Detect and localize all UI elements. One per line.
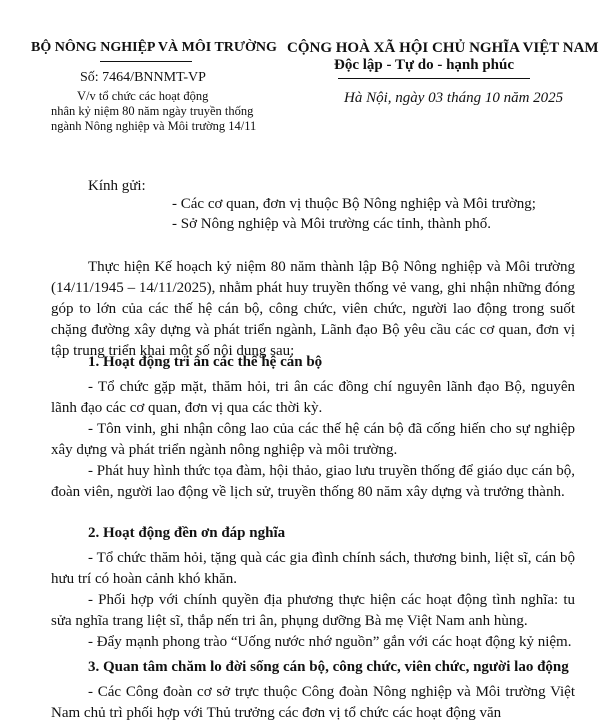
motto-underline — [338, 78, 530, 79]
section-item: - Phối hợp với chính quyền địa phương thực hiện các hoạt động tình nghĩa: tu sửa nghĩa trang liệt sĩ, thắp nến tri ân, phụng dưỡng Bà mẹ Việt Nam anh hùng. — [51, 592, 575, 629]
section-heading: 3. Quan tâm chăm lo đời sống cán bộ, công chức, viên chức, người lao động — [88, 659, 569, 675]
section-item: - Đẩy mạnh phong trào “Uống nước nhớ nguồn” gắn với các hoạt động kỷ niệm. — [88, 634, 572, 650]
section-heading: 2. Hoạt động đền ơn đáp nghĩa — [88, 525, 286, 541]
recipients-label: Kính gửi: — [88, 178, 146, 194]
section-item: - Tôn vinh, ghi nhận công lao của các thế hệ cán bộ đã cống hiến cho sự nghiệp xây dựng và phát triển ngành nông nghiệp và môi trường. — [51, 421, 575, 458]
section-heading: 1. Hoạt động tri ân các thế hệ cán bộ — [88, 354, 323, 370]
intro-text: Thực hiện Kế hoạch kỷ niệm 80 năm thành lập Bộ Nông nghiệp và Môi trường (14/11/1945 – 14/11/2025), nhằm phát huy truyền thống vẻ vang, ghi nhận những đóng góp to lớn của các thế hệ cán bộ, công chức, viên chức, người lao động trong suốt chặng đường xây dựng và phát triển ngành, Lãnh đạo Bộ yêu cầu các cơ quan, đơn vị tập trung triển khai một số nội dung sau: — [51, 259, 575, 359]
subject-line-1: V/v tổ chức các hoạt động — [77, 89, 209, 103]
recipient-item: - Các cơ quan, đơn vị thuộc Bộ Nông nghiệp và Môi trường; — [172, 196, 536, 212]
recipient-item: - Sở Nông nghiệp và Môi trường các tỉnh, thành phố. — [172, 216, 491, 232]
intro-paragraph — [51, 257, 575, 362]
section-item: - Tổ chức gặp mặt, thăm hỏi, tri ân các đồng chí nguyên lãnh đạo Bộ, nguyên lãnh đạo các cơ quan, đơn vị qua các thời kỳ. — [51, 379, 575, 416]
place-date: Hà Nội, ngày 03 tháng 10 năm 2025 — [344, 90, 564, 106]
national-motto: Độc lập - Tự do - hạnh phúc — [334, 57, 515, 73]
ministry-name: BỘ NÔNG NGHIỆP VÀ MÔI TRƯỜNG — [31, 40, 277, 55]
national-title: CỘNG HOÀ XÃ HỘI CHỦ NGHĨA VIỆT NAM — [287, 40, 599, 56]
section-item: - Phát huy hình thức tọa đàm, hội thảo, giao lưu truyền thống để giáo dục cán bộ, đoàn viên, người lao động về lịch sử, truyền thống 80 năm xây dựng và trưởng thành. — [51, 463, 575, 500]
ministry-underline — [100, 61, 192, 62]
subject-line-3: ngành Nông nghiệp và Môi trường 14/11 — [51, 119, 257, 133]
section-item: - Tổ chức thăm hỏi, tặng quà các gia đình chính sách, thương binh, liệt sĩ, cán bộ hưu trí có hoàn cảnh khó khăn. — [51, 550, 575, 587]
section-item: - Các Công đoàn cơ sở trực thuộc Công đoàn Nông nghiệp và Môi trường Việt Nam chủ trì phối hợp với Thủ trưởng các đơn vị tổ chức các hoạt động văn — [51, 684, 575, 721]
document-number: Số: 7464/BNNMT-VP — [80, 70, 206, 85]
subject-line-2: nhân kỷ niệm 80 năm ngày truyền thống — [51, 104, 254, 118]
